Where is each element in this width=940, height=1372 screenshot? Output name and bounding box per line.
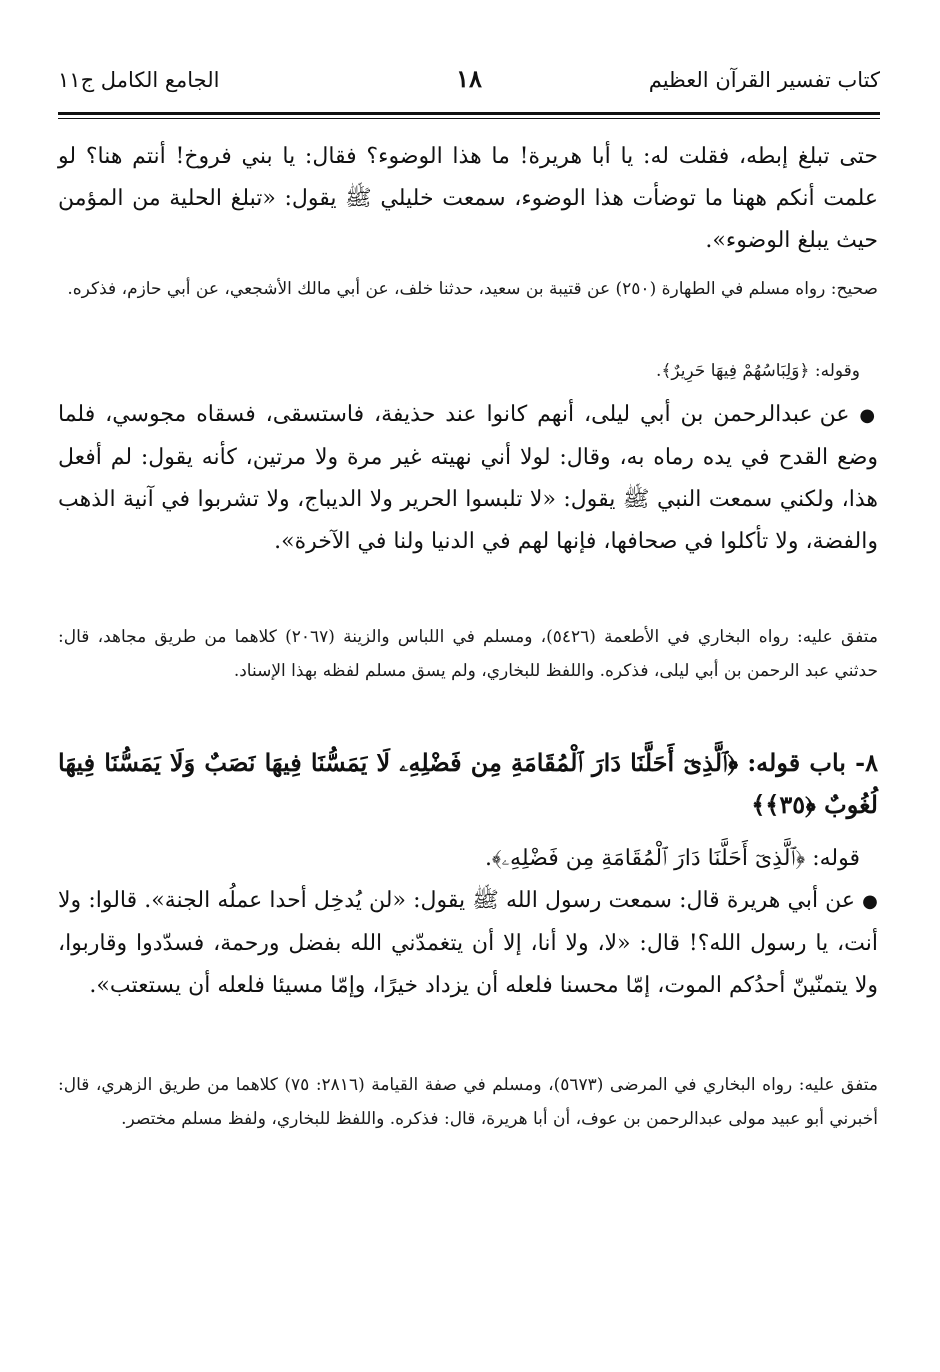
hadith-paragraph xyxy=(58,880,878,1007)
verse-quote: وقوله: ﴿وَلِبَاسُهُمْ فِيهَا حَرِيرٌ﴾. xyxy=(655,361,860,381)
header-rule-thick xyxy=(58,112,880,115)
hadith-text: عن عبدالرحمن بن أبي ليلى، أنهم كانوا عند حذيفة، فاستسقى، فسقاه مجوسي، فلما وضع القدح في يده رماه به، وقال: لولا أني نهيته غير مرة ولا مرتين، كأنه يقول: لم أفعل هذا، ولكني سمعت النبي ﷺ يقول: «لا تلبسوا الحرير ولا الديباج، ولا تشربوا في آنية الذهب والفضة، ولا تأكلوا في صحافها، فإنها لهم في الدنيا ولنا في الآخرة». xyxy=(58,402,878,554)
takhrij-note: متفق عليه: رواه البخاري في الأطعمة (٥٤٢٦)، ومسلم في اللباس والزينة (٢٠٦٧) كلاهما من طريق مجاهد، قال: حدثني عبد الرحمن بن أبي ليلى، فذكره. واللفظ للبخاري، ولم يسق مسلم لفظه بهذا الإسناد. xyxy=(58,627,878,681)
chapter-heading: ٨- باب قوله: ﴿ٱلَّذِىٓ أَحَلَّنَا دَارَ ٱلْمُقَامَةِ مِن فَضْلِهِۦ لَا يَمَسُّنَا فِيهَا نَصَبٌ وَلَا يَمَسُّنَا فِيهَا لُغُوبٌ ﴿٣٥﴾﴾ xyxy=(58,748,878,819)
takhrij-note: صحيح: رواه مسلم في الطهارة (٢٥٠) عن قتيبة بن سعيد، حدثنا خلف، عن أبي مالك الأشجعي، عن أبي حازم، فذكره. xyxy=(67,279,878,299)
verse-quote: قوله: ﴿ٱلَّذِىٓ أَحَلَّنَا دَارَ ٱلْمُقَامَةِ مِن فَضْلِهِۦ﴾. xyxy=(484,846,860,871)
running-header xyxy=(58,64,880,102)
header-rule-thin xyxy=(58,118,880,119)
volume-label: الجامع الكامل ج١١ xyxy=(58,68,220,92)
bullet-icon: ● xyxy=(862,891,878,912)
bullet-icon: ● xyxy=(859,405,878,426)
takhrij-note: متفق عليه: رواه البخاري في المرضى (٥٦٧٣)، ومسلم في صفة القيامة (٢٨١٦: ٧٥) كلاهما من طريق الزهري، قال: أخبرني أبو عبيد مولى عبدالرحمن بن عوف، أن أبا هريرة، قال: فذكره. واللفظ للبخاري، ولفظ مسلم مختصر. xyxy=(58,1075,878,1129)
page-number: ١٨ xyxy=(456,64,482,93)
hadith-text: عن أبي هريرة قال: سمعت رسول الله ﷺ يقول: «لن يُدخِل أحدا عملُه الجنة». قالوا: ولا أنت، يا رسول الله؟! قال: «لا، ولا أنا، إلا أن يتغمدّني الله بفضل ورحمة، فسدّدوا وقاربوا، ولا يتمنّينّ أحدُكم الموت، إمّا محسنا فلعله أن يزداد خيرًا، وإمّا مسيئا فلعله أن يستعتب». xyxy=(58,888,878,998)
hadith-paragraph xyxy=(58,394,878,563)
book-title: كتاب تفسير القرآن العظيم xyxy=(648,68,880,92)
paragraph-hadith-continuation: حتى تبلغ إبطه، فقلت له: يا أبا هريرة! ما هذا الوضوء؟ فقال: يا بني فروخ! أنتم هنا؟ لو علمت أنكم ههنا ما توضأت هذا الوضوء، سمعت خليلي ﷺ يقول: «تبلغ الحلية من المؤمن حيث يبلغ الوضوء». xyxy=(58,144,878,253)
